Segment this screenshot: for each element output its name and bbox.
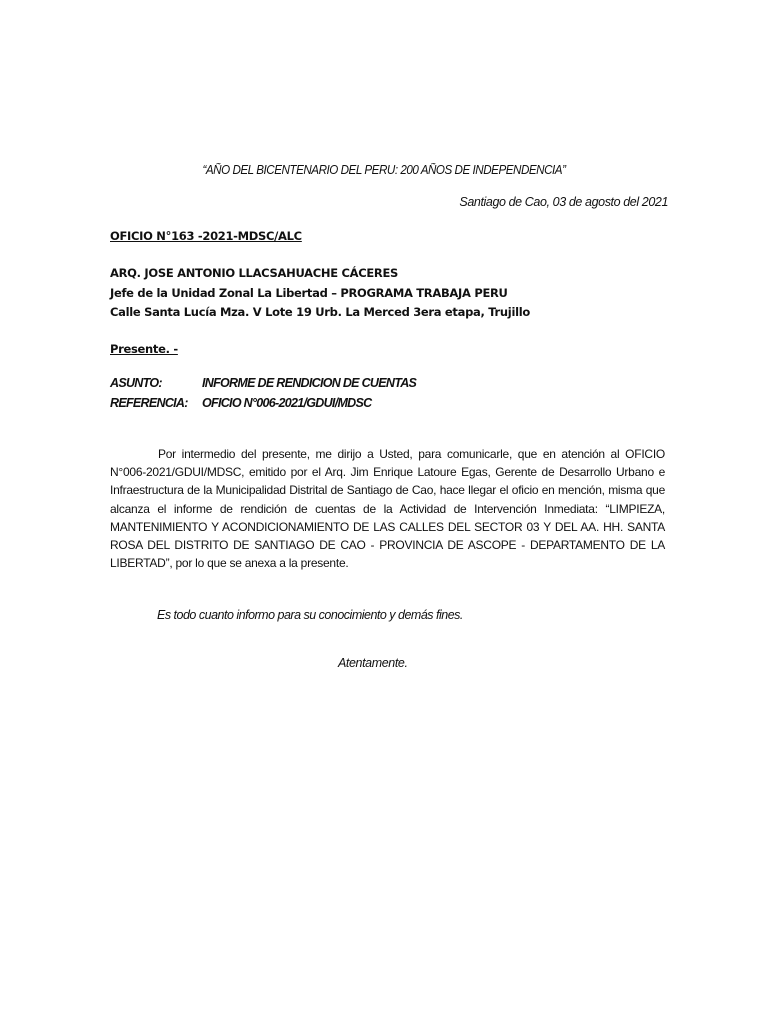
reference-label: REFERENCIA: bbox=[110, 396, 188, 410]
body-paragraph: Por intermedio del presente, me dirijo a Usted, para comunicarle, que en atención al OFICIO N°006-2021/GDUI/MDSC, emitido por el Arq. Jim Enrique Latoure Egas, Gerente de Desarrollo Urbano e Infraestructura de la Municipalidad Distrital de Santiago de Cao, hace llegar el oficio en mención, misma que alcanza el informe de rendición de cuentas de la Actividad de Intervención Inmediata: “LIMPIEZA, MANTENIMIENTO Y ACONDICIONAMIENTO DE LAS CALLES DEL SECTOR 03 Y DEL AA. HH. SANTA ROSA DEL DISTRITO DE SANTIAGO DE CAO - PROVINCIA DE ASCOPE - DEPARTAMENTO DE LA LIBERTAD”, por lo que se anexa a la presente. bbox=[110, 447, 665, 571]
subject-label: ASUNTO: bbox=[110, 376, 162, 390]
greeting: Presente. - bbox=[110, 342, 178, 356]
signoff: Atentamente. bbox=[338, 656, 408, 670]
recipient-address: Calle Santa Lucía Mza. V Lote 19 Urb. La Merced 3era etapa, Trujillo bbox=[110, 305, 530, 319]
subject-value: INFORME DE RENDICION DE CUENTAS bbox=[202, 376, 417, 390]
closing-line: Es todo cuanto informo para su conocimiento y demás fines. bbox=[157, 608, 463, 622]
year-motto: “AÑO DEL BICENTENARIO DEL PERU: 200 AÑOS DE INDEPENDENCIA” bbox=[202, 163, 566, 177]
subject-row bbox=[110, 376, 416, 390]
reference-value: OFICIO N°006-2021/GDUI/MDSC bbox=[202, 396, 372, 410]
recipient-name: ARQ. JOSE ANTONIO LLACSAHUACHE CÁCERES bbox=[110, 266, 398, 280]
place-date: Santiago de Cao, 03 de agosto del 2021 bbox=[459, 195, 668, 209]
office-number: OFICIO N°163 -2021-MDSC/ALC bbox=[110, 229, 302, 243]
recipient-role: Jefe de la Unidad Zonal La Libertad – PROGRAMA TRABAJA PERU bbox=[110, 286, 508, 300]
reference-row bbox=[110, 396, 371, 410]
